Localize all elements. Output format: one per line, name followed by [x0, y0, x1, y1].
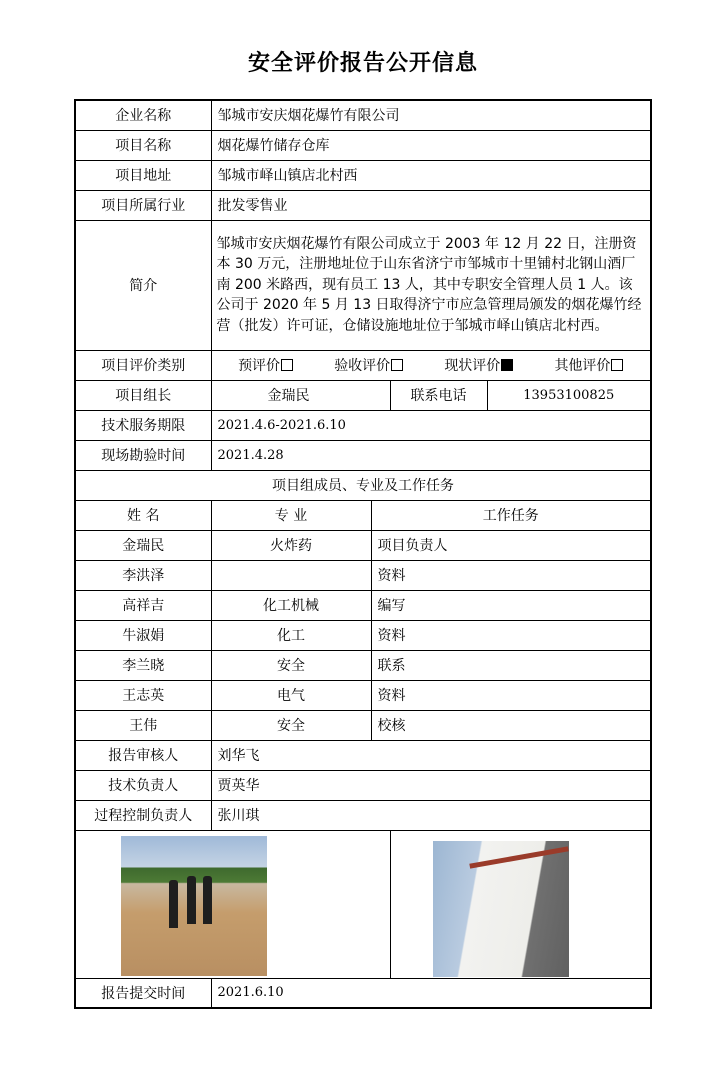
industry-label: 项目所属行业: [75, 190, 211, 220]
tech-lead-value: 贾英华: [211, 770, 651, 800]
process-lead-label: 过程控制负责人: [75, 800, 211, 830]
checkbox-icon[interactable]: [391, 359, 403, 371]
industry-value: 批发零售业: [211, 190, 651, 220]
row-project-address: [75, 160, 651, 190]
service-period-label: 技术服务期限: [75, 410, 211, 440]
member-row: [75, 680, 651, 710]
project-name-label: 项目名称: [75, 130, 211, 160]
submit-time-label: 报告提交时间: [75, 978, 211, 1008]
checkbox-icon[interactable]: [281, 359, 293, 371]
service-period-value: 2021.4.6-2021.6.10: [211, 410, 651, 440]
row-service-period: [75, 410, 651, 440]
member-major: 安全: [211, 710, 371, 740]
header-major: 专 业: [211, 500, 371, 530]
member-row: [75, 620, 651, 650]
member-task: 校核: [371, 710, 651, 740]
enterprise-label: 企业名称: [75, 100, 211, 130]
submit-time-value: 2021.6.10: [211, 978, 651, 1008]
member-major: 火炸药: [211, 530, 371, 560]
tech-lead-label: 技术负责人: [75, 770, 211, 800]
process-lead-value: 张川琪: [211, 800, 651, 830]
eval-option-label: 预评价: [238, 358, 281, 374]
row-submit-time: [75, 978, 651, 1008]
member-name: 李洪泽: [75, 560, 211, 590]
roof-shape: [469, 846, 568, 868]
phone-label: 联系电话: [390, 380, 487, 410]
phone-value: 13953100825: [487, 380, 651, 410]
member-task: 资料: [371, 620, 651, 650]
header-task: 工作任务: [371, 500, 651, 530]
member-task: 项目负责人: [371, 530, 651, 560]
member-task: 资料: [371, 680, 651, 710]
member-name: 王伟: [75, 710, 211, 740]
row-reviewer: [75, 740, 651, 770]
member-task: 编写: [371, 590, 651, 620]
checkbox-checked-icon[interactable]: [501, 359, 513, 371]
eval-option-pre[interactable]: [238, 355, 293, 375]
eval-option-label: 验收评价: [334, 358, 391, 374]
project-address-label: 项目地址: [75, 160, 211, 190]
eval-type-options: [211, 350, 651, 380]
row-enterprise: [75, 100, 651, 130]
row-project-name: [75, 130, 651, 160]
enterprise-value: 邹城市安庆烟花爆竹有限公司: [211, 100, 651, 130]
row-members-title: [75, 470, 651, 500]
member-major: 化工机械: [211, 590, 371, 620]
member-row: [75, 650, 651, 680]
checkbox-icon[interactable]: [611, 359, 623, 371]
member-name: 李兰晓: [75, 650, 211, 680]
member-major: 安全: [211, 650, 371, 680]
header-name: 姓 名: [75, 500, 211, 530]
row-intro: [75, 220, 651, 350]
intro-label: 简介: [75, 220, 211, 350]
eval-option-acceptance[interactable]: [334, 355, 403, 375]
row-tech-lead: [75, 770, 651, 800]
eval-type-label: 项目评价类别: [75, 350, 211, 380]
member-row: [75, 710, 651, 740]
member-name: 王志英: [75, 680, 211, 710]
survey-time-value: 2021.4.28: [211, 440, 651, 470]
member-major: [211, 560, 371, 590]
leader-label: 项目组长: [75, 380, 211, 410]
member-name: 牛淑娟: [75, 620, 211, 650]
reviewer-label: 报告审核人: [75, 740, 211, 770]
photo-cell-right: [390, 830, 651, 978]
survey-time-label: 现场勘验时间: [75, 440, 211, 470]
member-name: 高祥吉: [75, 590, 211, 620]
person-figure: [169, 880, 178, 928]
member-task: 资料: [371, 560, 651, 590]
member-row: [75, 590, 651, 620]
photo-cell-left: [75, 830, 390, 978]
site-photo-warehouse: [433, 841, 569, 977]
row-eval-type: [75, 350, 651, 380]
member-name: 金瑞民: [75, 530, 211, 560]
page-title: 安全评价报告公开信息: [247, 50, 478, 76]
member-row: [75, 530, 651, 560]
row-process-lead: [75, 800, 651, 830]
members-header-row: [75, 500, 651, 530]
member-task: 联系: [371, 650, 651, 680]
eval-option-label: 现状评价: [444, 358, 501, 374]
eval-option-current[interactable]: [444, 355, 513, 375]
member-major: 电气: [211, 680, 371, 710]
row-industry: [75, 190, 651, 220]
project-address-value: 邹城市峄山镇店北村西: [211, 160, 651, 190]
intro-value: 邹城市安庆烟花爆竹有限公司成立于 2003 年 12 月 22 日，注册资本 30 万元，注册地址位于山东省济宁市邹城市十里铺村北钢山酒厂南 200 米路西，现有员工 13 人，其中专职安全管理人员 1 人。该公司于 2020 年 5 月 13 日取得济宁市应急管理局颁发的烟花爆竹经营（批发）许可证，仓储设施地址位于邹城市峄山镇店北村西。: [211, 220, 651, 350]
row-survey-time: [75, 440, 651, 470]
members-section-title: 项目组成员、专业及工作任务: [75, 470, 651, 500]
project-name-value: 烟花爆竹储存仓库: [211, 130, 651, 160]
eval-option-label: 其他评价: [554, 358, 611, 374]
person-figure: [187, 876, 196, 924]
eval-option-other[interactable]: [554, 355, 623, 375]
site-photo-team: [121, 836, 267, 976]
member-major: 化工: [211, 620, 371, 650]
person-figure: [203, 876, 212, 924]
row-leader: [75, 380, 651, 410]
report-table: [74, 99, 652, 1009]
reviewer-value: 刘华飞: [211, 740, 651, 770]
row-photos: [75, 830, 651, 978]
member-row: [75, 560, 651, 590]
leader-value: 金瑞民: [211, 380, 390, 410]
